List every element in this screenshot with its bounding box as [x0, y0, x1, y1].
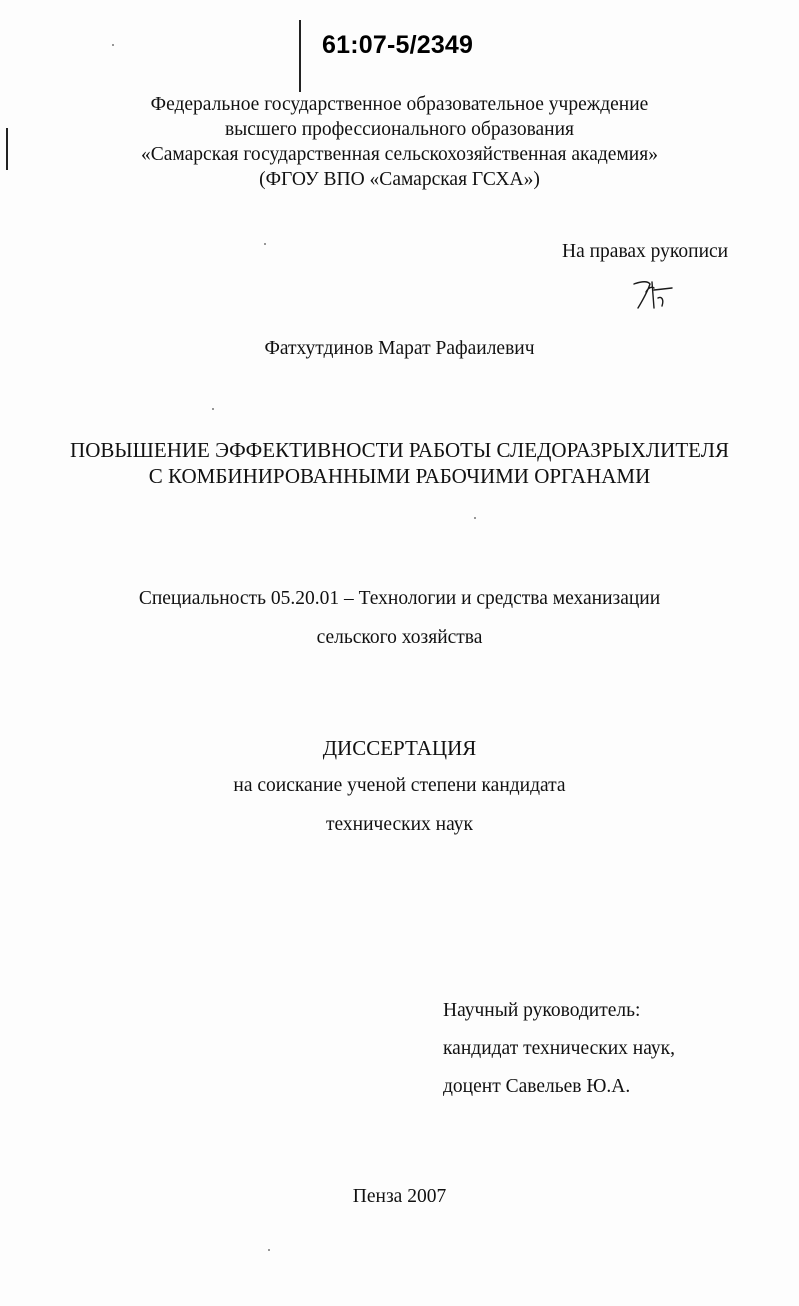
institution-line-4: (ФГОУ ВПО «Самарская ГСХА») [259, 169, 540, 190]
degree-line-2: технических наук [325, 814, 473, 835]
degree-line-1: на соискание ученой степени кандидата [233, 775, 566, 796]
supervisor-degree: кандидат технических наук, [443, 1038, 675, 1059]
institution-line-2: высшего профессионального образования [224, 119, 575, 140]
dissertation-title-line-2: С КОМБИНИРОВАННЫМИ РАБОЧИМИ ОРГАНАМИ [148, 464, 651, 488]
institution-line-3: «Самарская государственная сельскохозяйственная академия» [141, 144, 658, 165]
scan-speck [212, 408, 214, 410]
dissertation-title-line-1: ПОВЫШЕНИЕ ЭФФЕКТИВНОСТИ РАБОТЫ СЛЕДОРАЗРЫХЛИТЕЛЯ [70, 438, 729, 462]
scan-speck [112, 44, 114, 46]
author-name: Фатхутдинов Марат Рафаилевич [264, 338, 535, 359]
specialty-line-1: Специальность 05.20.01 – Технологии и средства механизации [138, 588, 661, 609]
document-type: ДИССЕРТАЦИЯ [322, 736, 477, 760]
stamp-divider-line [299, 20, 301, 92]
specialty-line-2: сельского хозяйства [316, 627, 483, 648]
manuscript-note: На правах рукописи [562, 241, 729, 262]
registry-code: 61:07-5/2349 [322, 31, 474, 59]
city-year: Пенза 2007 [352, 1186, 447, 1207]
scan-speck [264, 243, 266, 245]
scan-speck [474, 517, 476, 519]
signature-mark [628, 278, 678, 314]
institution-line-1: Федеральное государственное образовательное учреждение [150, 94, 649, 115]
supervisor-label: Научный руководитель: [443, 1000, 641, 1021]
supervisor-name: доцент Савельев Ю.А. [443, 1076, 631, 1097]
scan-speck [268, 1249, 270, 1251]
